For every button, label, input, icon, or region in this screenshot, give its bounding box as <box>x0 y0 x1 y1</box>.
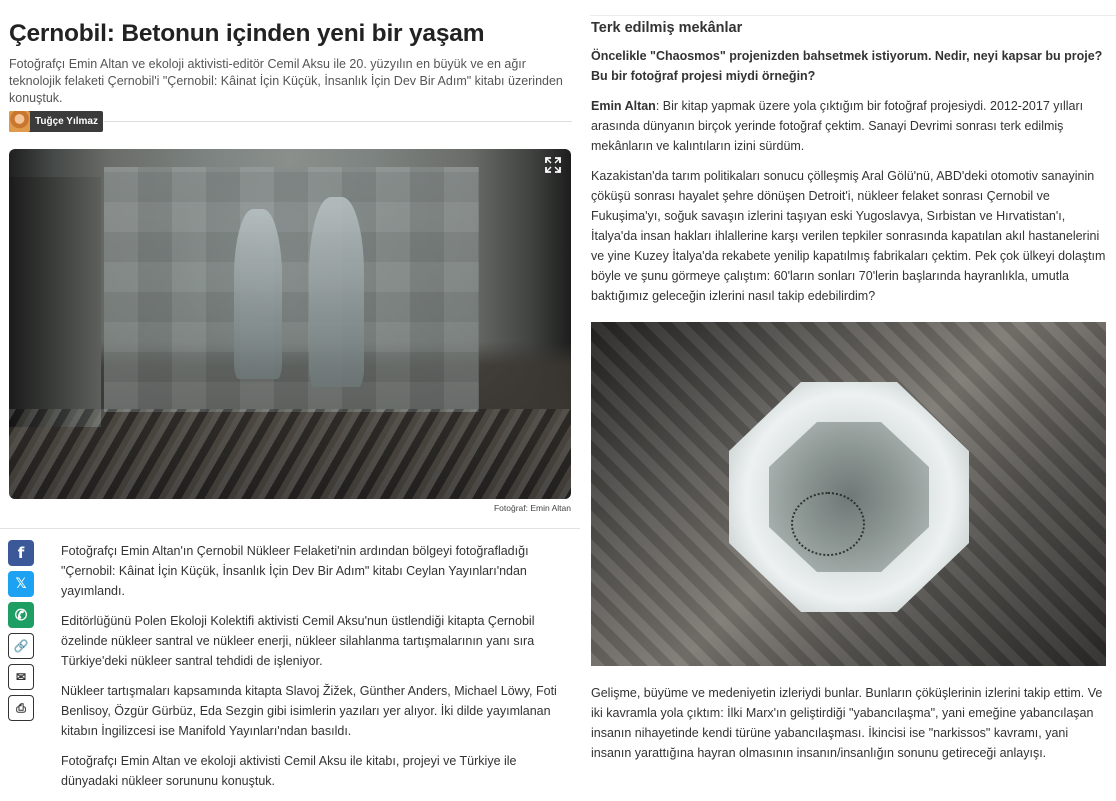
section-divider <box>0 528 580 529</box>
mural-wall <box>104 167 479 412</box>
article-body-continued <box>591 683 1111 763</box>
mural-figure-left <box>234 209 282 379</box>
mail-share-button[interactable]: ✉ <box>8 664 34 690</box>
author-name: Tuğçe Yılmaz <box>35 116 98 127</box>
share-bar <box>8 540 38 726</box>
copy-link-button[interactable]: 🔗 <box>8 633 34 659</box>
answer-paragraph <box>591 96 1111 156</box>
expand-icon[interactable] <box>545 157 561 173</box>
photo-caption: Fotoğraf: Emin Altan <box>493 503 571 513</box>
section-title: Terk edilmiş mekânlar <box>591 20 743 36</box>
whatsapp-share-button[interactable]: ✆ <box>8 602 34 628</box>
x-share-button[interactable]: 𝕏 <box>8 571 34 597</box>
interview-question: Öncelikle "Chaosmos" projenizden bahsetmek istiyorum. Nedir, neyi kapsar bu proje? Bu bir fotoğraf projesi miydi örneğin? <box>591 49 1103 83</box>
dark-window-area <box>9 177 101 427</box>
article-lead: Fotoğrafçı Emin Altan ve ekoloji aktivisti-editör Cemil Aksu ile 20. yüzyılın en büyük ve en ağır teknolojik felaketi Çernobil'i "Çernobil: Kâinat İçin Küçük, İnsanlık İçin Dev Bir Adım" kitabı üzerinden konuştuk. <box>9 57 563 105</box>
avatar <box>9 111 30 132</box>
article-right-column <box>580 0 1116 800</box>
answer-speaker: Emin Altan <box>591 99 656 113</box>
body-paragraph: Editörlüğünü Polen Ekoloji Kolektifi aktivisti Cemil Aksu'nun üstlendiği kitapta Çernobil özelinde nükleer santral ve nükleer enerji, nükleer silahlanma tartışmalarının yanı sıra Türkiye'deki nükleer santral tehdidi de işleniyor. <box>61 614 535 668</box>
dome-photo[interactable] <box>591 322 1106 666</box>
facebook-share-button[interactable]: f <box>8 540 34 566</box>
print-button[interactable]: ⎙ <box>8 695 34 721</box>
author-badge[interactable] <box>9 111 103 132</box>
article-body <box>61 541 571 801</box>
interview-answer <box>591 96 1111 316</box>
chandelier <box>791 492 865 556</box>
top-divider <box>590 15 1116 16</box>
answer-text: : Bir kitap yapmak üzere yola çıktığım bir fotoğraf projesiydi. 2012-2017 yılları arasında dünyanın birçok yerinde fotoğraf çektim. Sanayi Devrimi sonrası terk edilmiş mekânların ve kalıntıların izini sürdüm. <box>591 99 1084 153</box>
page-title: Çernobil: Betonun içinden yeni bir yaşam <box>9 20 485 47</box>
author-divider <box>104 121 572 122</box>
body-paragraph: Fotoğrafçı Emin Altan'ın Çernobil Nükleer Felaketi'nin ardından bölgeyi fotoğrafladığı "Çernobil: Kâinat İçin Küçük, İnsanlık İçin Dev Bir Adım" kitabı Ceylan Yayınları'ndan yayımlandı. <box>61 544 529 598</box>
mural-figure-right <box>309 197 364 387</box>
body-paragraph: Nükleer tartışmaları kapsamında kitapta Slavoj Žižek, Günther Anders, Michael Löwy, Foti Benlisoy, Özgür Gürbüz, Eda Sezgin gibi isimlerin yazıları yer alıyor. İki dilde yayımlanan kitabın İngilizcesi ise Manifold Yayınları'ndan basıldı. <box>61 684 557 738</box>
hero-photo[interactable] <box>9 149 571 499</box>
body-paragraph: Gelişme, büyüme ve medeniyetin izleriydi bunlar. Bunların çöküşlerinin izlerini takip ettim. Ve iki kavramla yola çıktım: İlki Marx'ın geliştirdiği "yabancılaşma", yani emeğine yabancılaşan insanın nihayetinde kendi türüne yabancılaşması. İkincisi ise "narkissos" kavramı, yani insanın yarattığına hayran olmasının insanın/insanlığın sonunu getireceği anlayışı. <box>591 686 1103 760</box>
author-row <box>9 111 572 132</box>
answer-paragraph: Kazakistan'da tarım politikaları sonucu çölleşmiş Aral Gölü'nü, ABD'deki otomotiv sanayinin çöküşü sonrası hayalet şehre dönüşen Detroit'i, nükleer felaket sonrası Çernobil ve Fukuşima'yı, soğuk savaşın izlerini taşıyan eski Yugoslavya, Sırbistan ve Hırvatistan'ı, İtalya'da insan hakları ihlallerine karşı verilen tepkiler sonrasında kapatılan akıl hastanelerini ve yine Kuzey İtalya'da rekabete yenilip kapatılmış fabrikaları çektim. Pek çok ülkeyi dolaştım böyle ve şunu görmeye çalıştım: 60'ların sonları 70'lerin başlarında hayranlıkla, umutla baktığımız geleceğin izlerini nasıl takip edebilirdim? <box>591 169 1106 303</box>
debris-floor <box>9 409 571 499</box>
body-paragraph: Fotoğrafçı Emin Altan ve ekoloji aktivisti Cemil Aksu ile kitabı, projeyi ve Türkiye ile dünyadaki nükleer sorununu konuştuk. <box>61 754 517 788</box>
